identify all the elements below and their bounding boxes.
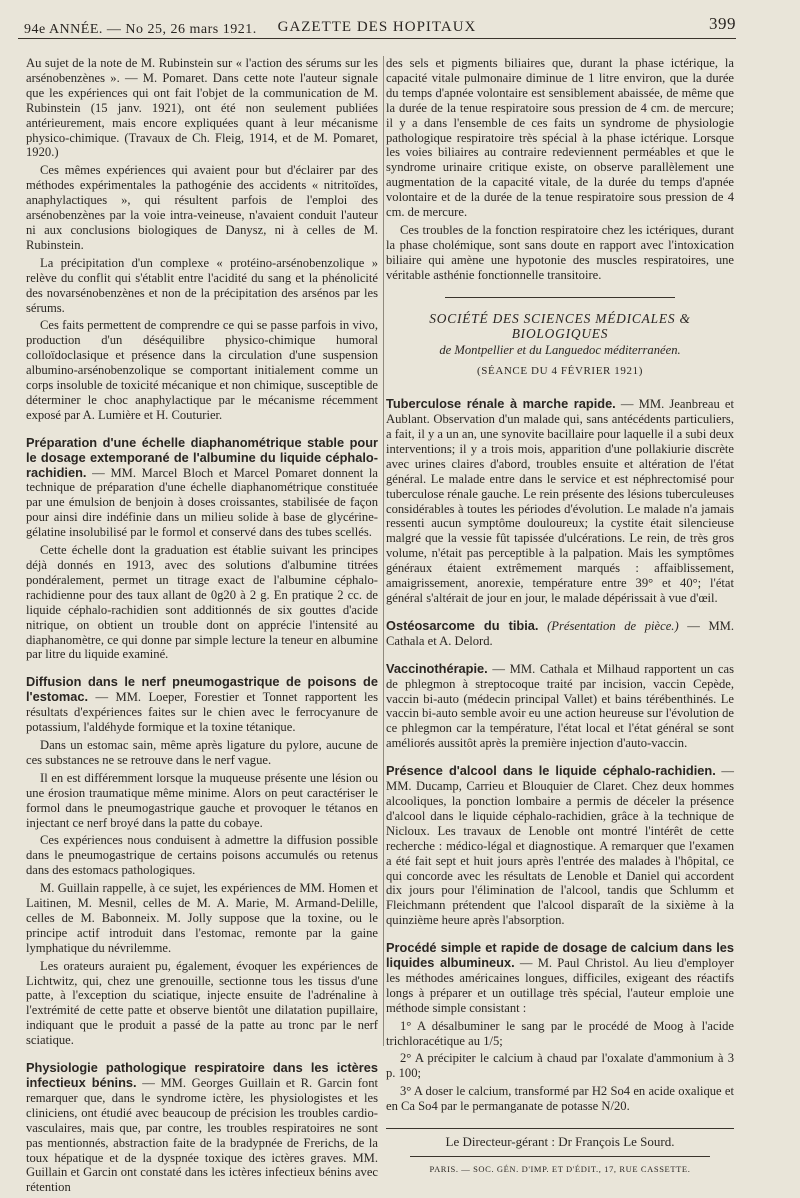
article-tuberculose	[386, 397, 734, 606]
article-title: Vaccinothérapie.	[386, 660, 488, 676]
article-pneumogastrique-p2: Dans un estomac sain, même après ligature du pylore, aucune de ces substances ne se retrouve dans le nerf vague.	[26, 737, 378, 767]
article-title: Physiologie pathologique respiratoire dans les ictères infectieux bénins.	[26, 1060, 378, 1090]
divider	[445, 297, 675, 298]
calcium-step-3: 3° A doser le calcium, transformé par H2 So4 en acide oxalique et en Ca So4 par le permanganate de potasse N/20.	[386, 1084, 734, 1114]
article-title: Préparation d'une échelle diaphanométrique stable pour le dosage extemporané de l'albumine du liquide céphalo-rachidien.	[26, 434, 378, 480]
article-alcool	[386, 764, 734, 928]
society-heading	[386, 297, 734, 380]
page-footer	[386, 1128, 734, 1177]
article-title: Ostéosarcome du tibia.	[386, 617, 539, 633]
right-column	[386, 56, 734, 1177]
article-title: Diffusion dans le nerf pneumogastrique de poisons de l'estomac.	[26, 674, 378, 705]
article-text: — MM. Cathala et A. Delord.	[386, 618, 735, 648]
article-calcium	[386, 941, 734, 1016]
article-text: — MM. Ducamp, Carrieu et Blouquier de Claret. Chez deux hommes alcooliques, la ponction lombaire a permis de déceler la présence d'alcool dans le liquide céphalo-rachidien, grâce à la technique de Nicloux. Les travaux de Lenoble ont montré l'intérêt de cette recherche : médico-légal et diagnostique. A remarquer que l'examen a été fait sept et huit jours après l'entrée des malades à l'hôpital, ce qui concorde avec les résultats de Lenoble et Daniel qui accordent dix jours pour l'élimination de l'alcool, tandis que Schlumm et Fleichmann prétendent que l'alcool disparaît de la sixième à la quinzième heure après l'absorption.	[386, 764, 735, 928]
article-rubinstein-p1: Au sujet de la note de M. Rubinstein sur « l'action des sérums sur les arsénobenzènes ». — M. Pomaret. Dans cette note l'auteur signale que les expériences qui ont fait l'objet de la communication de M. Rubinstein (15 janv. 1921), ont été non seulement publiées antérieurement, mais encore expliquées quant à leur mécanisme physico-chimique. (Travaux de Ch. Fleig, 1914, et de M. Pomaret, 1920.)	[26, 56, 378, 160]
issue-info: 94e ANNÉE. — No 25, 26 mars 1921.	[24, 22, 257, 37]
article-pneumogastrique-p5: M. Guillain rappelle, à ce sujet, les expériences de MM. Homen et Laitinen, M. Mesnil, celles de M. A. Marie, M. Armand-Delille, celles de M. Babonneix. M. Jolly suppose que la toxine, ou le principe actif introduit dans l'estomac, remonte par la gaine lymphatique du névrilemme.	[26, 881, 378, 955]
article-pneumogastrique-p4: Ces expériences nous conduisent à admettre la diffusion possible dans le pneumogastrique de certains poisons accumulés ou retenus dans des estomacs pathologiques.	[26, 833, 378, 878]
left-column	[26, 56, 378, 1198]
society-name: SOCIÉTÉ DES SCIENCES MÉDICALES & BIOLOGIQUES	[429, 310, 691, 341]
article-rubinstein-p2: Ces mêmes expériences qui avaient pour but d'éclairer par des méthodes expérimentales la pathogénie des accidents « nitritoïdes, anaphylactiques », qui résultent parfois de l'emploi des arsénobenzènes par la voie intra-veineuse, n'avaient conduit l'auteur ni aux conclusions biologiques de Danysz, ni à celles de M. Rubinstein.	[26, 163, 378, 252]
calcium-step-1: 1° A désalbuminer le sang par le procédé de Moog à l'acide trichloracétique au 1/5;	[386, 1018, 734, 1048]
article-intro: — MM. Marcel Bloch et Marcel Pomaret donnent la technique de préparation d'une échelle diaphanométrique constituée par une émulsion de benjoin à doses croissantes, stabilisée de façon pour ainsi dire indéfinie dans un milieu solide à base de glycérine-gélatine insolubilisé par le formol et conservé dans des tubes scellés.	[26, 465, 378, 540]
article-pneumogastrique-p6: Les orateurs auraient pu, également, évoquer les expériences de Lichtwitz, qui, chez une grenouille, sectionne tous les tissus d'une patte, à l'exception du sciatique, injecte ensuite de l'adrénaline à l'extrémité de cette patte et observe bientôt une dilatation pupillaire, indiquant que le produit a passé de la patte au tronc par le nerf sciatique.	[26, 958, 378, 1048]
journal-title: GAZETTE DES HOPITAUX	[277, 19, 477, 35]
divider	[410, 1156, 710, 1157]
article-rubinstein-p4: Ces faits permettent de comprendre ce qui se passe parfois in vivo, production d'un déséquilibre physico-chimique humoral colloïdoclasique et présence dans la circulation d'une suspension albumino-arsénobenzolique se comportant initialement comme un corps insoluble de toxicité mécanique et non chimique, susceptible de déterminer le choc anaphylactique par le mécanisme récemment exposé par A. Lumière et H. Couturier.	[26, 318, 378, 422]
printer-line: PARIS. — SOC. GÉN. D'IMP. ET D'ÉDIT., 17, RUE CASSETTE.	[429, 1164, 691, 1174]
article-title: Présence d'alcool dans le liquide céphalo-rachidien.	[386, 763, 716, 779]
page-header	[18, 10, 736, 39]
article-respiratoire-cont: des sels et pigments biliaires que, durant la phase ictérique, la capacité vitale pulmonaire diminue de 1 litre environ, que la durée du temps d'apnée volontaire est sensiblement abaissée, de même que la durée de la tenue respiratoire sous pression de 4 cm. de mercure; il y a dans l'ensemble de ces faits un syndrome de physiologie pathologique respiratoire très spécial à la phase ictérique. Lorsque les voies biliaires au contraire redeviennent perméables et que le syndrome urinaire critique existe, on observe parallèlement une augmentation de la capacité vitale, de la durée du temps d'apnée volontaire et de la durée de la tenue respiratoire sous pression de 4 cm. de mercure.	[386, 56, 734, 220]
article-respiratoire-cont2: Ces troubles de la fonction respiratoire chez les ictériques, durant la phase cholémique, sont sans doute en rapport avec l'intoxication biliaire qui amène une hypotonie des muscles respiratoires, une véritable asthénie fonctionnelle transitoire.	[386, 222, 734, 282]
article-rubinstein-p3: La précipitation d'un complexe « protéino-arsénobenzolique » relève du conflit qui s'établit entre l'acidité du sang et la phénolicité des novarsénobenzènes et non de la précipitation des arsénos par les sérums.	[26, 255, 378, 315]
society-place: de Montpellier et du Languedoc méditerranéen.	[439, 343, 681, 358]
director-line: Le Directeur-gérant : Dr François Le Sourd.	[445, 1134, 675, 1150]
divider	[386, 1128, 734, 1129]
article-intro: — MM. Georges Guillain et R. Garcin font remarquer que, dans le syndrome ictère, les physiologistes et les cliniciens, ont étudié avec beaucoup de précision les troubles cardio-vasculaires, mais que, par contre, les troubles respiratoires ne sont pas mentionnés, abstraction faite de la bradypnée de Frerichs, de la toux hépatique et de la dyspnée toxique des ictères graves. MM. Guillain et Garcin ont constaté dans les ictères infectieux bénins avec rétention	[26, 1076, 378, 1195]
article-text: — MM. Cathala et Milhaud rapportent un cas de phlegmon à streptocoque traité par incision, vaccin Cepède, vaccin bi-auto (médecin principal Vallet) et bains térébenthinés. Le vaccin bi-auto semble avoir eu une action heureuse sur l'évolution de ce phlegmon car la température, l'état local et l'état général se sont améliorés aussitôt après la première injection d'auto-vaccin.	[386, 661, 734, 751]
article-text: — M. Paul Christol. Au lieu d'employer les méthodes américaines longues, difficiles, exigeant des réactifs longs à préparer et un outillage très spécial, l'auteur emploie une méthode simple consistant :	[386, 956, 734, 1015]
article-pneumogastrique-p3: Il en est différemment lorsque la muqueuse présente une lésion ou une érosion traumatique même minime. Alors on peut caractériser le formol dans le pneumogastrique gauche et provoquer le tétanos en injectant ce nerf broyé dans la patte du cobaye.	[26, 770, 378, 830]
article-text: — MM. Jeanbreau et Aublant. Observation d'un malade qui, sans antécédents particuliers, a fait, il y a un an, une synovite bacillaire pour laquelle il a subi deux interventions; il y a trois mois, apparition d'une pollakiurie discrète avec urines claires d'abord, troubles ensuite et altération de l'état général. Le malade entre dans le service et est néphrectomisé pour tuberculose rénale gauche. Le rein présente des lésions tuberculeuses considérables à toutes les périodes d'évolution. Le malade n'a jamais ressenti aucun symptôme douloureux; la cystite était silencieuse malgré que la vessie fût tapissée d'ulcérations. Le rein, de très gros volume, n'était pas perceptible à la palpation. Mais les symptômes généraux étaient extrêmement marqués : affaiblissement, amaigrissement, anorexie, température entre 39° et 40°; l'état général s'altérait de jour en jour, le malade dépérissait à vue d'œil.	[386, 397, 734, 605]
article-note: (Présentation de pièce.)	[547, 618, 679, 633]
page-number: 399	[709, 14, 736, 33]
article-pneumogastrique	[26, 675, 378, 735]
article-osteosarcome	[386, 619, 734, 649]
article-title: Procédé simple et rapide de dosage de calcium dans les liquides albumineux.	[386, 940, 734, 971]
article-vaccinotherapie	[386, 662, 734, 751]
calcium-step-2: 2° A précipiter le calcium à chaud par l'oxalate d'ammonium à 3 p. 100;	[386, 1051, 734, 1081]
article-intro: — MM. Loeper, Forestier et Tonnet rapportent les résultats d'expériences faites sur le chien avec le ferrocyanure de potassium, l'aldéhyde formique et la toxine tétanique.	[26, 690, 378, 735]
article-title: Tuberculose rénale à marche rapide.	[386, 396, 616, 412]
article-respiratoire	[26, 1061, 378, 1195]
article-diaphanometre	[26, 436, 378, 540]
article-diaphanometre-p2: Cette échelle dont la graduation est établie suivant les principes déjà donnés en 1913, avec des solutions d'albumine titrées pondéralement, permet un titrage exact de l'albumine céphalo-rachidienne pour des taux allant de 0g20 à 2 g. En pratique 2 cc. de liquide céphalo-rachidien sont additionnés de six gouttes d'acide nitrique, on obtient un trouble dont on apprécie l'intensité au diaphanomètre, ce qui donne par simple lecture la teneur en albumine par litre du liquide examiné.	[26, 543, 378, 662]
session-date: (SÉANCE DU 4 FÉVRIER 1921)	[477, 365, 643, 378]
